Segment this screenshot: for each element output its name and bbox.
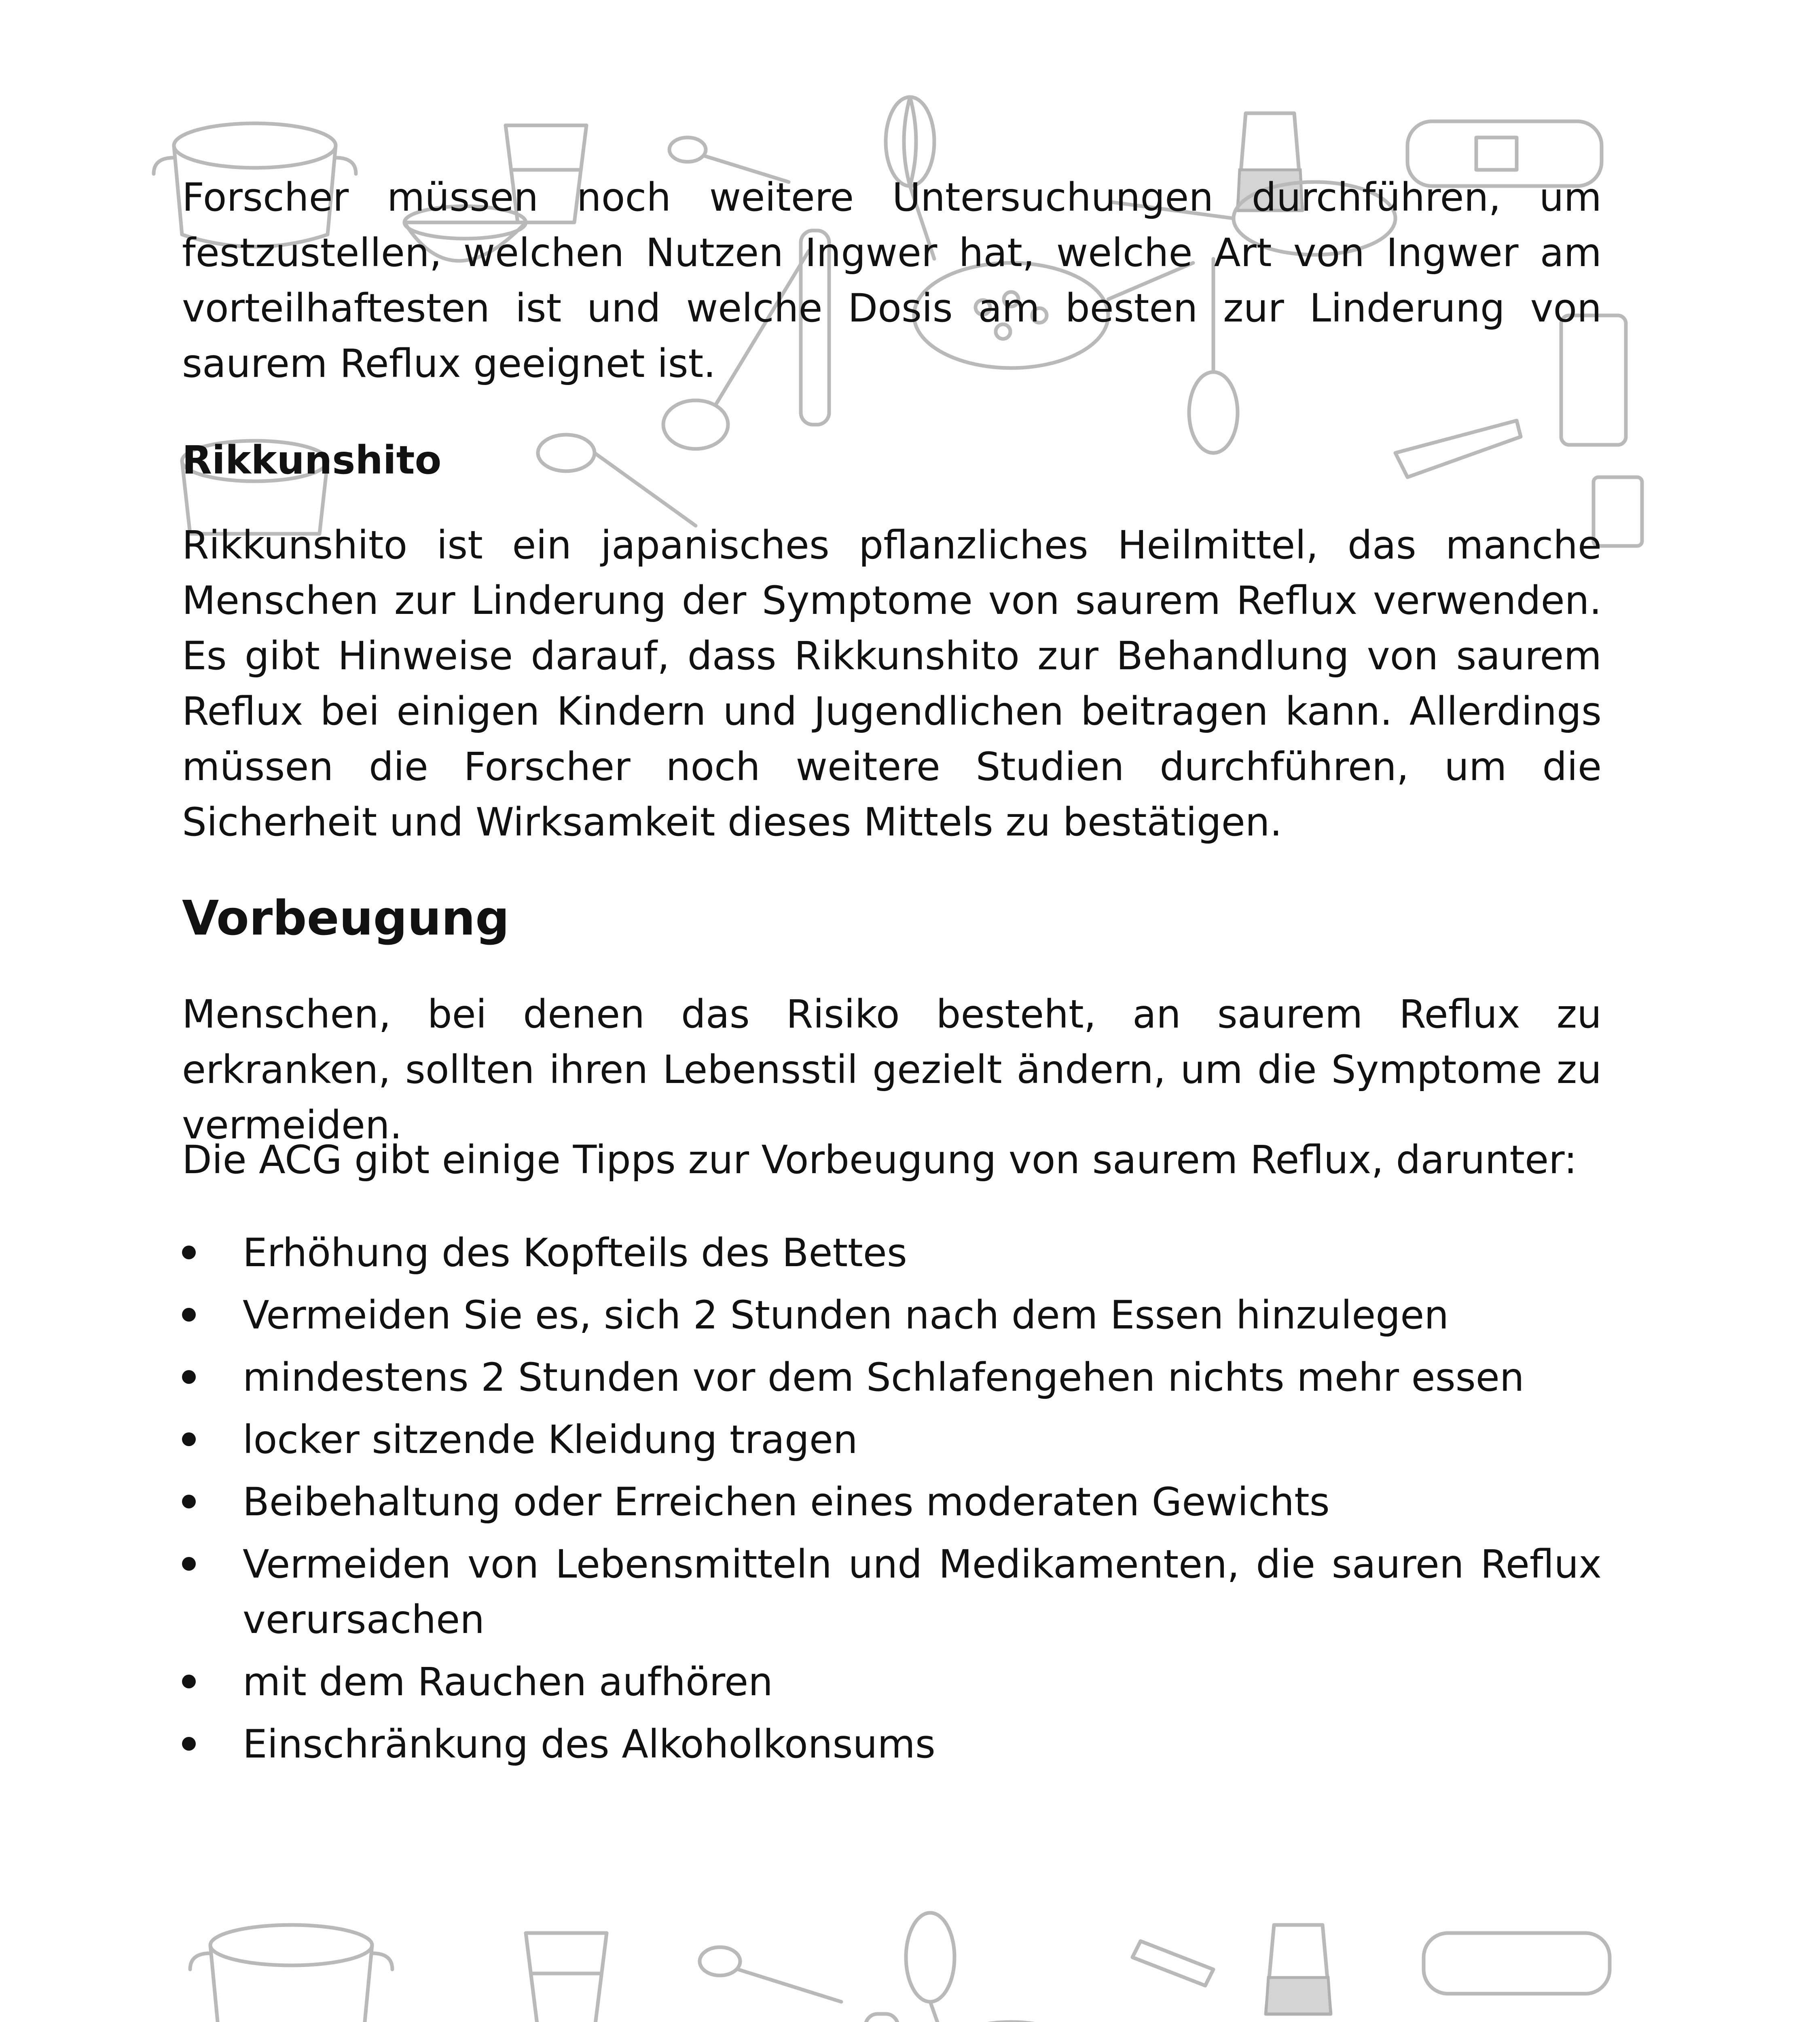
list-item-text: Erhöhung des Kopfteils des Bettes xyxy=(243,1230,907,1275)
cake-ring-icon-bottom xyxy=(1424,1933,1610,1994)
list-item-text: locker sitzende Kleidung tragen xyxy=(243,1417,858,1462)
list-item xyxy=(182,1717,1602,1772)
whisk-icon-bottom xyxy=(906,1913,954,2022)
rikkunshito-paragraph: Rikkunshito ist ein japanisches pflanzliches Heilmittel, das manche Menschen zur Linderung der Symptome von saurem Reflux verwenden. Es gibt Hinweise darauf, dass Rikkunshito zur Behandlung von saurem Reflux bei einigen Kindern und Jugendlichen beitragen kann. Allerdings müssen die Forscher noch weitere Studien durchführen, um die Sicherheit und Wirksamkeit dieses Mittels zu bestätigen. xyxy=(182,522,1602,845)
list-item-text: mit dem Rauchen aufhören xyxy=(243,1659,773,1705)
list-item xyxy=(182,1654,1602,1710)
spoon-icon-2 xyxy=(538,435,696,526)
glass-icon-bottom xyxy=(526,1933,607,2022)
vorbeugung-paragraph: Menschen, bei denen das Risiko besteht, an saurem Reflux zu erkranken, sollten ihren Lebensstil gezielt ändern, um die Symptome zu vermeiden. xyxy=(182,992,1602,1148)
bullet-icon xyxy=(182,1370,196,1384)
list-item xyxy=(182,1225,1602,1281)
jug-icon-bottom xyxy=(1266,1925,1331,2014)
bullet-icon xyxy=(182,1737,196,1751)
kitchen-utensils-illustration-bottom xyxy=(121,1909,1658,2022)
rolling-pin-icon-bottom xyxy=(866,2014,898,2022)
knife-icon xyxy=(1395,421,1521,477)
bullet-icon xyxy=(182,1432,196,1446)
list-item-text: Vermeiden Sie es, sich 2 Stunden nach dem Essen hinzulegen xyxy=(243,1292,1449,1338)
prevention-tips-list xyxy=(182,1225,1602,1779)
list-item-text: Einschränkung des Alkoholkonsums xyxy=(243,1722,935,1767)
knife-icon-bottom xyxy=(1132,1941,1213,1986)
bullet-icon xyxy=(182,1557,196,1571)
list-item xyxy=(182,1537,1602,1648)
bullet-icon xyxy=(182,1495,196,1508)
pot-icon-bottom xyxy=(190,1925,392,2022)
bullet-icon xyxy=(182,1246,196,1259)
spoon-icon-bottom xyxy=(700,1947,841,2002)
list-item xyxy=(182,1350,1602,1405)
list-item-text: Beibehaltung oder Erreichen eines moderaten Gewichts xyxy=(243,1479,1330,1525)
rikkunshito-heading: Rikkunshito xyxy=(182,438,442,483)
bullet-icon xyxy=(182,1308,196,1322)
list-item xyxy=(182,1412,1602,1468)
list-item xyxy=(182,1474,1602,1530)
list-item-text: Vermeiden von Lebensmitteln und Medikamenten, die sauren Reflux verursachen xyxy=(243,1542,1602,1642)
list-item-text: mindestens 2 Stunden vor dem Schlafengehen nichts mehr essen xyxy=(243,1355,1524,1400)
bullet-icon xyxy=(182,1675,196,1688)
acg-intro-paragraph: Die ACG gibt einige Tipps zur Vorbeugung von saurem Reflux, darunter: xyxy=(182,1137,1577,1182)
list-item xyxy=(182,1288,1602,1343)
ingwer-paragraph: Forscher müssen noch weitere Untersuchungen durchführen, um festzustellen, welchen Nutzen Ingwer hat, welche Art von Ingwer am vorteilhaftesten ist und welche Dosis am besten zur Linderung von saurem Reflux geeignet ist. xyxy=(182,175,1602,386)
vorbeugung-heading: Vorbeugung xyxy=(182,890,510,946)
